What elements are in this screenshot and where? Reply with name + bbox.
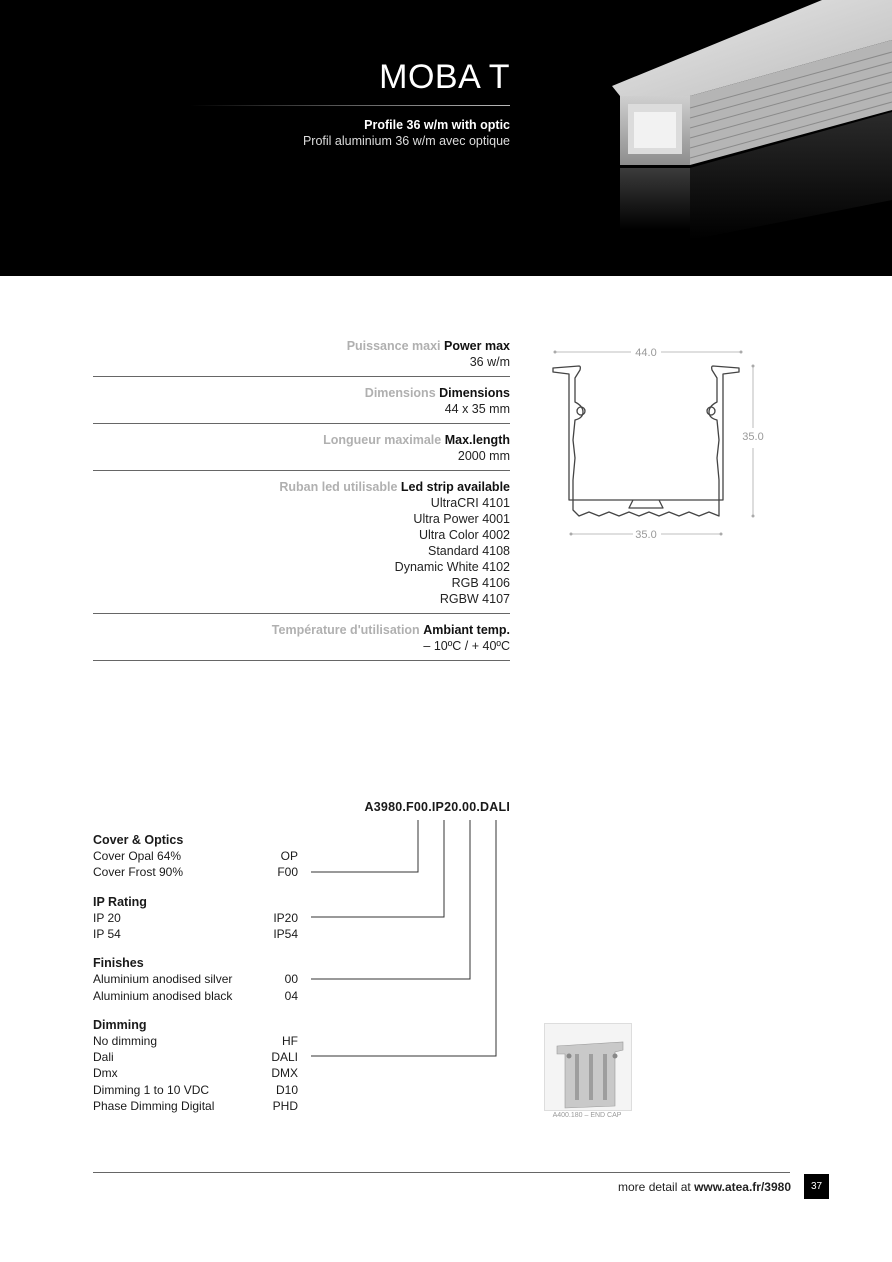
option-code: D10: [275, 1082, 298, 1097]
option-code: DMX: [271, 1066, 298, 1081]
option-row: [93, 1049, 298, 1065]
profile-product-image: [600, 0, 892, 276]
dim-width-label: 44.0: [635, 347, 657, 359]
option-code: HF: [282, 1034, 298, 1049]
spec-dimensions: [93, 377, 510, 424]
option-group-dimming: [93, 1017, 298, 1114]
footer-divider: [93, 1172, 790, 1173]
spec-label-en: Led strip available: [400, 480, 510, 494]
spec-label-en: Ambiant temp.: [423, 623, 510, 637]
spec-label-en: Max.length: [444, 433, 510, 447]
end-cap-caption: A400.180 – END CAP: [552, 1112, 622, 1119]
option-row: [93, 910, 298, 926]
spec-label-fr: Température d'utilisation: [271, 623, 420, 637]
footer-prefix: more detail at: [618, 1180, 695, 1194]
spec-value: 2000 mm: [457, 449, 510, 463]
option-label: Dimming 1 to 10 VDC: [93, 1082, 210, 1097]
spec-value: RGB 4106: [451, 576, 510, 590]
option-code: 00: [284, 972, 298, 987]
spec-value: 36 w/m: [469, 355, 510, 369]
option-group-ip: [93, 894, 298, 943]
spec-value: 44 x 35 mm: [444, 402, 510, 416]
spec-value: RGBW 4107: [439, 592, 510, 606]
spec-value: Dynamic White 4102: [394, 560, 510, 574]
spec-ambient-temp: [93, 614, 510, 661]
option-code: OP: [280, 849, 298, 864]
option-label: Cover Opal 64%: [93, 849, 182, 864]
spec-value: Ultra Color 4002: [418, 528, 510, 542]
option-label: IP 20: [93, 910, 121, 925]
spec-power: [93, 330, 510, 377]
subtitle-english: Profile 36 w/m with optic: [364, 118, 510, 132]
option-label: Cover Frost 90%: [93, 865, 184, 880]
spec-value: UltraCRI 4101: [430, 496, 510, 510]
spec-max-length: [93, 424, 510, 471]
option-label: Dmx: [93, 1066, 118, 1081]
option-group-cover: [93, 832, 298, 881]
spec-label-en: Dimensions: [439, 386, 510, 400]
spec-label-fr: Ruban led utilisable: [279, 480, 398, 494]
option-code: 04: [284, 988, 298, 1003]
spec-label-fr: Longueur maximale: [323, 433, 442, 447]
group-title: Finishes: [93, 956, 144, 971]
product-code: A3980.F00.IP20.00.DALI: [364, 800, 510, 814]
option-row: [93, 988, 298, 1004]
spec-table: [93, 330, 510, 661]
group-title: IP Rating: [93, 894, 147, 909]
spec-label-fr: Puissance maxi: [346, 339, 441, 353]
product-title: MOBA T: [379, 58, 510, 96]
end-cap-image: [544, 1023, 632, 1111]
subtitle-french: Profil aluminium 36 w/m avec optique: [302, 134, 510, 148]
option-code: F00: [277, 865, 298, 880]
option-group-finishes: [93, 955, 298, 1004]
spec-value: – 10ºC / + 40ºC: [423, 639, 510, 653]
option-row: [93, 1065, 298, 1081]
option-code: IP54: [273, 927, 298, 942]
group-title: Cover & Optics: [93, 833, 184, 847]
option-row: [93, 926, 298, 942]
spec-led-strips: [93, 471, 510, 614]
dim-inner-label: 35.0: [635, 529, 657, 541]
option-row: [93, 971, 298, 987]
spec-label-fr: Dimensions: [364, 386, 436, 400]
spec-label-en: Power max: [443, 339, 510, 353]
option-label: No dimming: [93, 1034, 158, 1049]
option-code: DALI: [271, 1050, 298, 1065]
option-row: [93, 1098, 298, 1114]
footer-link[interactable]: [618, 1180, 791, 1194]
option-label: Dali: [93, 1050, 114, 1065]
spec-value: Ultra Power 4001: [413, 512, 510, 526]
option-row: [93, 864, 298, 880]
footer-url[interactable]: www.atea.fr/3980: [694, 1180, 791, 1194]
option-code: PHD: [272, 1098, 298, 1113]
option-row: [93, 1033, 298, 1049]
option-list: [93, 832, 298, 1127]
title-divider: [190, 105, 510, 106]
option-label: Phase Dimming Digital: [93, 1098, 215, 1113]
spec-value: Standard 4108: [427, 544, 510, 558]
option-label: IP 54: [93, 927, 121, 942]
option-row: [93, 1082, 298, 1098]
option-code: IP20: [273, 910, 298, 925]
profile-cross-section-drawing: [545, 340, 775, 550]
dim-height-label: 35.0: [742, 431, 764, 443]
option-label: Aluminium anodised black: [93, 988, 233, 1003]
option-row: [93, 848, 298, 864]
group-title: Dimming: [93, 1017, 147, 1032]
hero-banner: [0, 0, 892, 276]
page-number: 37: [804, 1174, 829, 1199]
option-label: Aluminium anodised silver: [93, 972, 233, 987]
